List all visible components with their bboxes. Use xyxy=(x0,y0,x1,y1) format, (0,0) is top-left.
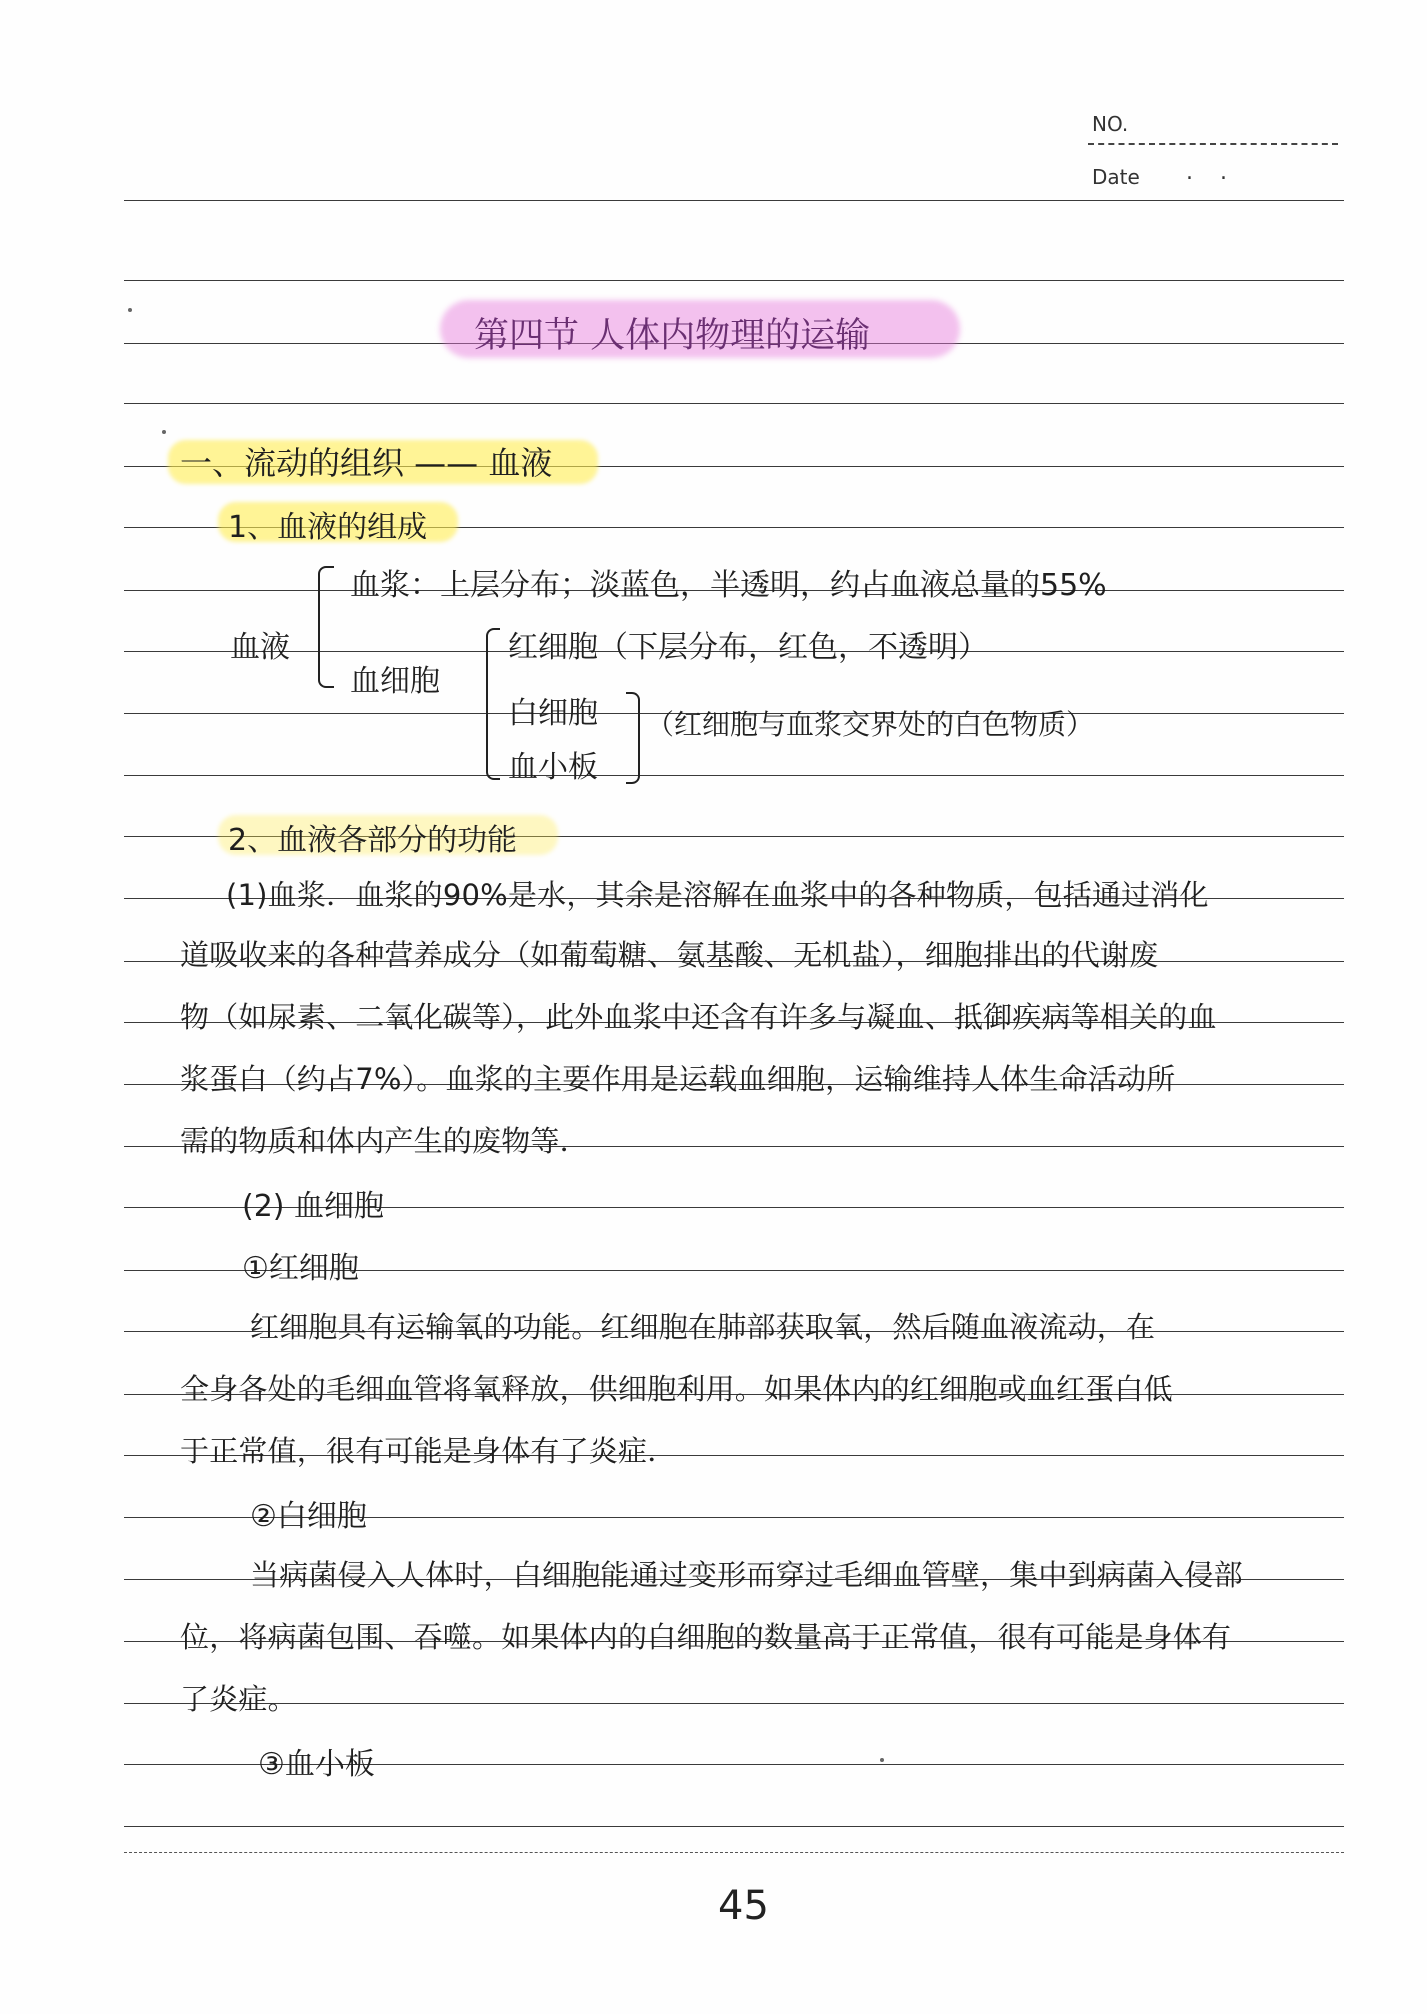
wbc-heading: ②白细胞 xyxy=(250,1499,367,1534)
rbc-line: 红细胞具有运输氧的功能。红细胞在肺部获取氧，然后随血液流动，在 xyxy=(250,1310,1156,1344)
tree-root-blood: 血液 xyxy=(230,630,290,665)
page-number: 45 xyxy=(718,1883,769,1929)
wbc-platelet-brace xyxy=(626,692,640,784)
plasma-line: (1)血浆．血浆的90%是水，其余是溶解在血浆中的各种物质，包括通过消化 xyxy=(226,878,1209,912)
tree-wbc: 白细胞 xyxy=(508,696,598,731)
plasma-line: 需的物质和体内产生的废物等． xyxy=(180,1124,589,1158)
tree-rbc: 红细胞（下层分布，红色，不透明） xyxy=(508,630,988,665)
section-heading: 一、流动的组织 —— 血液 xyxy=(180,444,553,482)
subheading-composition: 1、血液的组成 xyxy=(228,510,428,545)
plasma-line: 道吸收来的各种营养成分（如葡萄糖、氨基酸、无机盐），细胞排出的代谢废 xyxy=(180,938,1159,972)
ruled-line xyxy=(124,403,1344,404)
blood-cells-heading: (2) 血细胞 xyxy=(242,1189,385,1224)
ruled-line xyxy=(124,280,1344,281)
date-dots: . . xyxy=(1186,160,1237,185)
scan-speck xyxy=(162,430,166,434)
page-title: 第四节 人体内物理的运输 xyxy=(474,316,871,356)
plasma-line: 物（如尿素、二氧化碳等），此外血浆中还含有许多与凝血、抵御疾病等相关的血 xyxy=(180,1000,1217,1034)
wbc-line: 了炎症。 xyxy=(180,1682,297,1716)
wbc-line: 位，将病菌包围、吞噬。如果体内的白细胞的数量高于正常值，很有可能是身体有 xyxy=(180,1620,1232,1654)
platelet-heading: ③血小板 xyxy=(258,1747,375,1782)
ruled-line xyxy=(124,200,1344,201)
rbc-line: 于正常值，很有可能是身体有了炎症． xyxy=(180,1434,677,1468)
subheading-functions: 2、血液各部分的功能 xyxy=(228,823,518,858)
plasma-line: 浆蛋白（约占7%）。血浆的主要作用是运载血细胞，运输维持人体生命活动所 xyxy=(180,1062,1176,1096)
ruled-line-bottom xyxy=(124,1852,1344,1853)
ruled-line xyxy=(124,1826,1344,1827)
tree-wbc-note: （红细胞与血浆交界处的白色物质） xyxy=(646,708,1095,741)
rbc-line: 全身各处的毛细血管将氧释放，供细胞利用。如果体内的红细胞或血红蛋白低 xyxy=(180,1372,1173,1406)
scan-speck xyxy=(128,308,132,312)
rbc-heading: ①红细胞 xyxy=(242,1251,359,1286)
tree-plasma: 血浆：上层分布；淡蓝色，半透明，约占血液总量的55% xyxy=(350,568,1107,603)
tree-platelet: 血小板 xyxy=(508,750,598,785)
date-label: Date xyxy=(1092,165,1140,189)
tree-blood-cells: 血细胞 xyxy=(350,664,440,699)
ruled-line xyxy=(124,1703,1344,1704)
scan-speck xyxy=(880,1758,884,1762)
wbc-line: 当病菌侵入人体时，白细胞能通过变形而穿过毛细血管壁，集中到病菌入侵部 xyxy=(250,1558,1243,1592)
no-label: NO. xyxy=(1092,112,1129,136)
no-dashed-line xyxy=(1088,143,1338,145)
tree-brace xyxy=(318,566,334,688)
cells-brace xyxy=(486,628,500,780)
ruled-line xyxy=(124,775,1344,776)
